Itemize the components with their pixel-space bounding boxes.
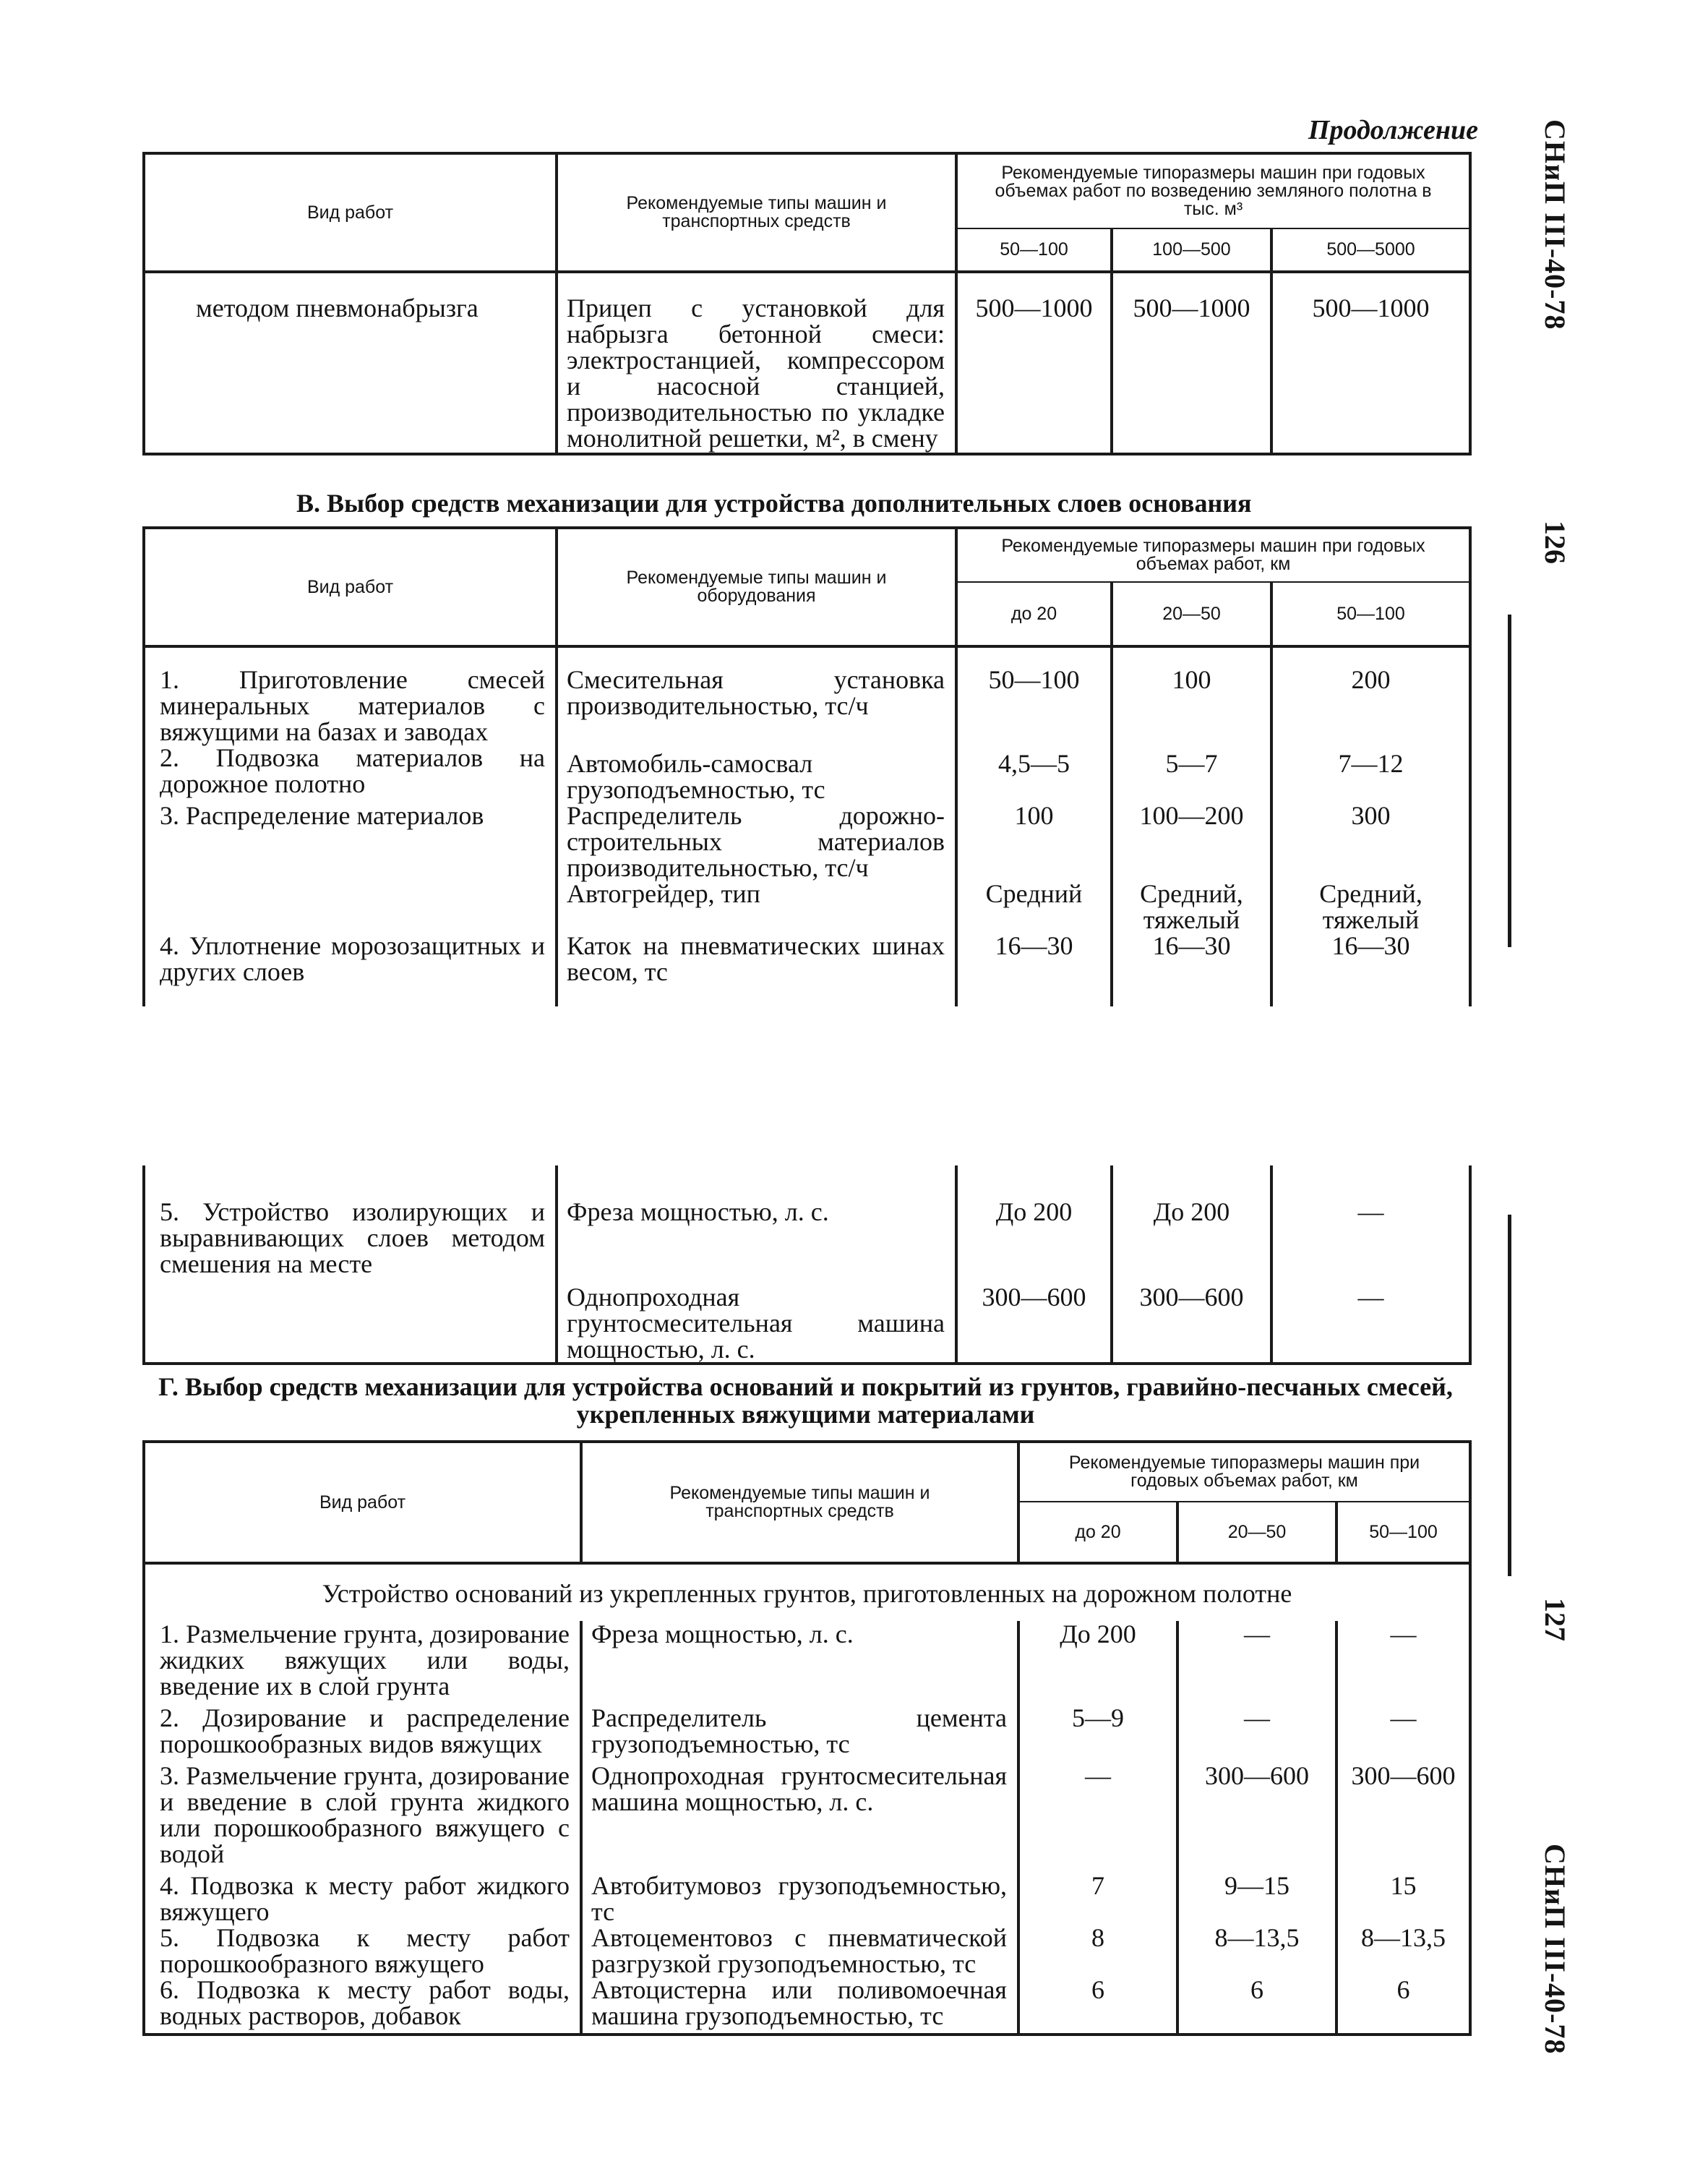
cell-value: До 200 bbox=[1112, 1165, 1271, 1277]
cell-work: 1. Приготовление смесей минеральных материалов с вяжущими на базах и заводах bbox=[144, 646, 557, 745]
table-section-v bbox=[142, 526, 1472, 1006]
cell-value: Средний bbox=[956, 881, 1112, 933]
header-machine-types: Рекомендуемые типы машин и транспортных средств bbox=[557, 153, 956, 272]
side-divider-top bbox=[1508, 615, 1511, 947]
cell-machine: Смесительная установка производительностью, тс/ч bbox=[557, 646, 956, 745]
cell-work: 3. Размельчение грунта, дозирование и введение в слой грунта жидкого или порошкообразного вяжущего с водой bbox=[144, 1763, 581, 1873]
cell-value: — bbox=[1018, 1763, 1177, 1873]
cell-value: — bbox=[1336, 1705, 1470, 1763]
header-size-group: Рекомендуемые типоразмеры машин при годовых объемах работ, км bbox=[1018, 1442, 1470, 1502]
cell-value: 7—12 bbox=[1271, 745, 1470, 803]
header-work-type: Вид работ bbox=[144, 1442, 581, 1563]
cell-value: 8—13,5 bbox=[1336, 1925, 1470, 1977]
cell-work: 2. Подвозка материалов на дорожное полотно bbox=[144, 745, 557, 803]
side-divider-bottom bbox=[1508, 1215, 1511, 1576]
cell-value: 15 bbox=[1336, 1873, 1470, 1925]
header-machine-types: Рекомендуемые типы машин и транспортных средств bbox=[581, 1442, 1018, 1563]
cell-machine: Однопроходная грунтосмесительная машина мощностью, л. с. bbox=[581, 1763, 1018, 1873]
cell-machine: Каток на пневматических шинах весом, тс bbox=[557, 933, 956, 1006]
cell-value: 200 bbox=[1271, 646, 1470, 745]
side-page-127: 127 bbox=[1539, 1598, 1571, 1641]
header-range-2: 20—50 bbox=[1112, 582, 1271, 646]
cell-value: 16—30 bbox=[956, 933, 1112, 1006]
cell-machine: Автомобиль-самосвал грузоподъемностью, тс bbox=[557, 745, 956, 803]
cell-value: 300—600 bbox=[1177, 1763, 1336, 1873]
cell-value: 100 bbox=[956, 803, 1112, 881]
table-continuation bbox=[142, 152, 1472, 455]
cell-machine: Распределитель цемента грузоподъемностью, тс bbox=[581, 1705, 1018, 1763]
cell-work: 5. Подвозка к месту работ порошкообразного вяжущего bbox=[144, 1925, 581, 1977]
header-range-3: 50—100 bbox=[1271, 582, 1470, 646]
cell-value: 4,5—5 bbox=[956, 745, 1112, 803]
cell-value: — bbox=[1271, 1277, 1470, 1364]
header-range-3: 500—5000 bbox=[1271, 228, 1470, 272]
cell-work: 1. Размельчение грунта, дозирование жидких вяжущих или воды, введение их в слой грунта bbox=[144, 1621, 581, 1705]
cell-machine: Фреза мощностью, л. с. bbox=[581, 1621, 1018, 1705]
cell-value: Средний, тяжелый bbox=[1271, 881, 1470, 933]
continuation-label: Продолжение bbox=[1308, 115, 1478, 145]
side-code-top: СНиП III-40-78 bbox=[1539, 119, 1571, 330]
cell-machine: Однопроходная грунтосмесительная машина мощностью, л. с. bbox=[557, 1277, 956, 1364]
section-g-title: Г. Выбор средств механизации для устройства оснований и покрытий из грунтов, гравийно-песчаных смесей, укрепленных вяжущими материалами bbox=[158, 1372, 1453, 1429]
cell-work: методом пневмонабрызга bbox=[144, 272, 557, 454]
header-machine-types: Рекомендуемые типы машин и оборудования bbox=[557, 528, 956, 646]
cell-value: 8—13,5 bbox=[1177, 1925, 1336, 1977]
header-range-1: 50—100 bbox=[956, 228, 1112, 272]
cell-value: 300—600 bbox=[1336, 1763, 1470, 1873]
header-range-1: до 20 bbox=[1018, 1502, 1177, 1563]
section-v-title: В. Выбор средств механизации для устройства дополнительных слоев основания bbox=[296, 489, 1252, 518]
cell-value: 8 bbox=[1018, 1925, 1177, 1977]
cell-value: 100—200 bbox=[1112, 803, 1271, 881]
cell-value: — bbox=[1271, 1165, 1470, 1277]
cell-work: 5. Устройство изолирующих и выравнивающих слоев методом смешения на месте bbox=[144, 1165, 557, 1277]
cell-value: 300—600 bbox=[1112, 1277, 1271, 1364]
header-work-type: Вид работ bbox=[144, 528, 557, 646]
cell-value: 7 bbox=[1018, 1873, 1177, 1925]
cell-machine: Прицеп с установкой для набрызга бетонной смеси: электростанцией, компрессором и насосной станцией, производительностью по укладке монолитной решетки, м², в смену bbox=[557, 272, 956, 454]
cell-work bbox=[144, 881, 557, 933]
cell-value: 6 bbox=[1336, 1977, 1470, 2035]
cell-value: — bbox=[1177, 1621, 1336, 1705]
cell-value: 300 bbox=[1271, 803, 1470, 881]
cell-machine: Автоцистерна или поливомоечная машина грузоподъемностью, тс bbox=[581, 1977, 1018, 2035]
cell-value: 50—100 bbox=[956, 646, 1112, 745]
header-range-3: 50—100 bbox=[1336, 1502, 1470, 1563]
table-section-v-continued bbox=[142, 1165, 1472, 1365]
cell-value: До 200 bbox=[956, 1165, 1112, 1277]
cell-value: 6 bbox=[1177, 1977, 1336, 2035]
cell-machine: Автогрейдер, тип bbox=[557, 881, 956, 933]
cell-value: 6 bbox=[1018, 1977, 1177, 2035]
cell-machine: Автоцементовоз с пневматической разгрузкой грузоподъемностью, тс bbox=[581, 1925, 1018, 1977]
table-subtitle: Устройство оснований из укрепленных грунтов, приготовленных на дорожном полотне bbox=[144, 1563, 1470, 1621]
cell-work: 2. Дозирование и распределение порошкообразных видов вяжущих bbox=[144, 1705, 581, 1763]
table-section-g bbox=[142, 1440, 1472, 2036]
header-size-group: Рекомендуемые типоразмеры машин при годовых объемах работ по возведению земляного полотна в тыс. м³ bbox=[956, 153, 1470, 228]
header-work-type: Вид работ bbox=[144, 153, 557, 272]
cell-value: 500—1000 bbox=[1112, 272, 1271, 454]
cell-value: 5—7 bbox=[1112, 745, 1271, 803]
cell-value: 16—30 bbox=[1112, 933, 1271, 1006]
cell-value: 5—9 bbox=[1018, 1705, 1177, 1763]
cell-value: 300—600 bbox=[956, 1277, 1112, 1364]
cell-work: 4. Подвозка к месту работ жидкого вяжущего bbox=[144, 1873, 581, 1925]
cell-machine: Автобитумовоз грузоподъемностью, тс bbox=[581, 1873, 1018, 1925]
cell-work: 4. Уплотнение морозозащитных и других слоев bbox=[144, 933, 557, 1006]
cell-value: 100 bbox=[1112, 646, 1271, 745]
header-range-2: 100—500 bbox=[1112, 228, 1271, 272]
cell-value: Средний, тяжелый bbox=[1112, 881, 1271, 933]
cell-value: — bbox=[1336, 1621, 1470, 1705]
cell-value: 16—30 bbox=[1271, 933, 1470, 1006]
cell-machine: Распределитель дорожно-строительных материалов производительностью, тс/ч bbox=[557, 803, 956, 881]
cell-work bbox=[144, 1277, 557, 1364]
header-size-group: Рекомендуемые типоразмеры машин при годовых объемах работ, км bbox=[956, 528, 1470, 582]
side-page-126: 126 bbox=[1539, 521, 1571, 564]
cell-value: 500—1000 bbox=[1271, 272, 1470, 454]
cell-work: 3. Распределение материалов bbox=[144, 803, 557, 881]
cell-work: 6. Подвозка к месту работ воды, водных растворов, добавок bbox=[144, 1977, 581, 2035]
header-range-1: до 20 bbox=[956, 582, 1112, 646]
cell-machine: Фреза мощностью, л. с. bbox=[557, 1165, 956, 1277]
cell-value: 9—15 bbox=[1177, 1873, 1336, 1925]
cell-value: До 200 bbox=[1018, 1621, 1177, 1705]
side-code-bottom: СНиП III-40-78 bbox=[1539, 1844, 1571, 2055]
header-range-2: 20—50 bbox=[1177, 1502, 1336, 1563]
cell-value: 500—1000 bbox=[956, 272, 1112, 454]
cell-value: — bbox=[1177, 1705, 1336, 1763]
